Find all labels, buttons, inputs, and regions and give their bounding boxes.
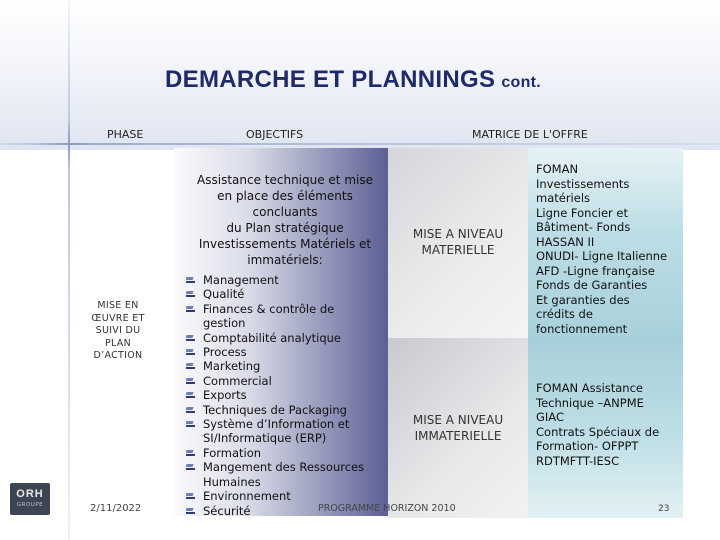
objectifs-intro-line: du Plan stratégique	[226, 221, 344, 235]
bullet-icon	[186, 492, 195, 500]
niveau-line: MISE A NIVEAU	[412, 413, 504, 427]
offre-line: Bâtiment- Fonds	[536, 220, 631, 234]
phase-line: D’ACTION	[93, 350, 143, 361]
phase-label	[85, 300, 151, 363]
offre-line: Fonds de Garanties	[536, 278, 648, 292]
offre-line: FOMAN Assistance	[536, 381, 643, 395]
objectifs-list	[186, 273, 375, 518]
offre-line: FOMAN	[536, 162, 579, 176]
objectif-item	[186, 460, 375, 489]
horizontal-rule	[0, 143, 720, 145]
page-number: 23	[658, 504, 670, 514]
objectifs-intro	[180, 172, 390, 268]
objectif-item-label: Mangement des Ressources Humaines	[203, 460, 365, 489]
bullet-icon	[186, 420, 195, 428]
niveau-label-materielle	[388, 226, 528, 258]
bullet-icon	[186, 276, 195, 284]
objectif-item-label: Exports	[203, 388, 247, 403]
offre-line: Formation- OFPPT	[536, 439, 639, 453]
objectif-item-label: Formation	[203, 445, 262, 460]
bullet-icon	[186, 391, 195, 399]
objectif-item-label: Process	[203, 345, 247, 360]
niveau-line: MISE A NIVEAU	[412, 227, 504, 241]
objectifs-intro-line: concluants	[252, 205, 318, 219]
objectif-item-label: Finances & contrôle de gestion	[203, 301, 335, 331]
niveau-line: MATERIELLE	[421, 243, 495, 257]
bullet-icon	[186, 377, 195, 385]
offre-line: Ligne Foncier et	[536, 205, 629, 220]
objectif-item	[186, 273, 375, 287]
objectif-item-label: Commercial	[203, 373, 272, 388]
objectifs-intro-line: en place des éléments	[217, 189, 353, 203]
objectifs-intro-line: Assistance technique et mise	[197, 173, 373, 187]
offre-line: Technique –ANPME	[536, 395, 644, 410]
title-suffix: cont.	[501, 74, 542, 91]
niveau-line: IMMATERIELLE	[414, 429, 502, 443]
objectif-item-label: Marketing	[203, 359, 261, 374]
niveau-label-immaterielle	[388, 412, 528, 444]
phase-line: SUIVI DU	[95, 325, 141, 336]
offre-line: Investissements matériels	[536, 176, 630, 205]
vertical-rule	[68, 0, 70, 540]
header-phase: PHASE	[107, 128, 144, 141]
bullet-icon	[186, 348, 195, 356]
bullet-icon	[186, 449, 195, 457]
company-logo: ORH GROUPE	[10, 483, 50, 515]
phase-line: PLAN	[104, 337, 132, 349]
bullet-icon	[186, 406, 195, 414]
objectif-item	[186, 446, 375, 460]
offre-line: RDTMFTT-IESC	[536, 453, 620, 468]
bullet-icon	[186, 507, 195, 515]
footer-date: 2/11/2022	[90, 503, 142, 514]
footer-text: PROGRAMME HORIZON 2010	[318, 503, 456, 514]
bullet-icon	[186, 334, 195, 342]
header-objectifs: OBJECTIFS	[246, 128, 304, 141]
header-matrice: MATRICE DE L'OFFRE	[472, 128, 588, 141]
objectif-item	[186, 489, 375, 503]
offre-line: GIAC	[536, 410, 564, 424]
bullet-icon	[186, 463, 195, 471]
offre-line: AFD -Ligne française	[536, 263, 655, 278]
objectif-item	[186, 388, 375, 402]
objectifs-intro-line: immatériels:	[247, 253, 323, 267]
phase-line: MISE EN	[97, 300, 139, 311]
objectif-item-label: Techniques de Packaging	[203, 402, 347, 417]
objectif-item	[186, 374, 375, 388]
offre-line: crédits de fonctionnement	[536, 307, 628, 336]
objectif-item-label: Comptabilité analytique	[203, 330, 341, 345]
objectif-item	[186, 359, 375, 373]
objectif-item	[186, 403, 375, 417]
objectif-item-label: Management	[203, 273, 279, 287]
offre-line: Contrats Spéciaux de	[536, 424, 660, 439]
objectif-item	[186, 417, 375, 446]
objectif-item-label: Sécurité	[203, 503, 251, 518]
objectif-item-label: Qualité	[203, 287, 245, 302]
objectifs-intro-line: Investissements Matériels et	[198, 237, 372, 251]
objectif-item	[186, 287, 375, 301]
offre-line: HASSAN II	[536, 234, 595, 249]
objectif-item	[186, 331, 375, 345]
bullet-icon	[186, 362, 195, 370]
objectif-item	[186, 345, 375, 359]
offre-text-materielle	[536, 162, 682, 336]
objectif-item-label: Système d’Information et SI/Informatique (ERP)	[203, 417, 350, 446]
offre-line: ONUDI- Ligne Italienne	[536, 249, 668, 263]
offre-line: Et garanties des	[536, 292, 630, 307]
offre-text-immaterielle	[536, 381, 682, 468]
star-flare-vertical	[68, 118, 70, 170]
objectif-item	[186, 302, 375, 331]
objectif-item-label: Environnement	[203, 489, 291, 504]
slide-title	[165, 66, 541, 94]
bullet-icon	[186, 290, 195, 298]
title-main: DEMARCHE ET PLANNINGS	[165, 66, 496, 93]
phase-line: ŒUVRE ET	[91, 312, 145, 324]
bullet-icon	[186, 305, 195, 313]
